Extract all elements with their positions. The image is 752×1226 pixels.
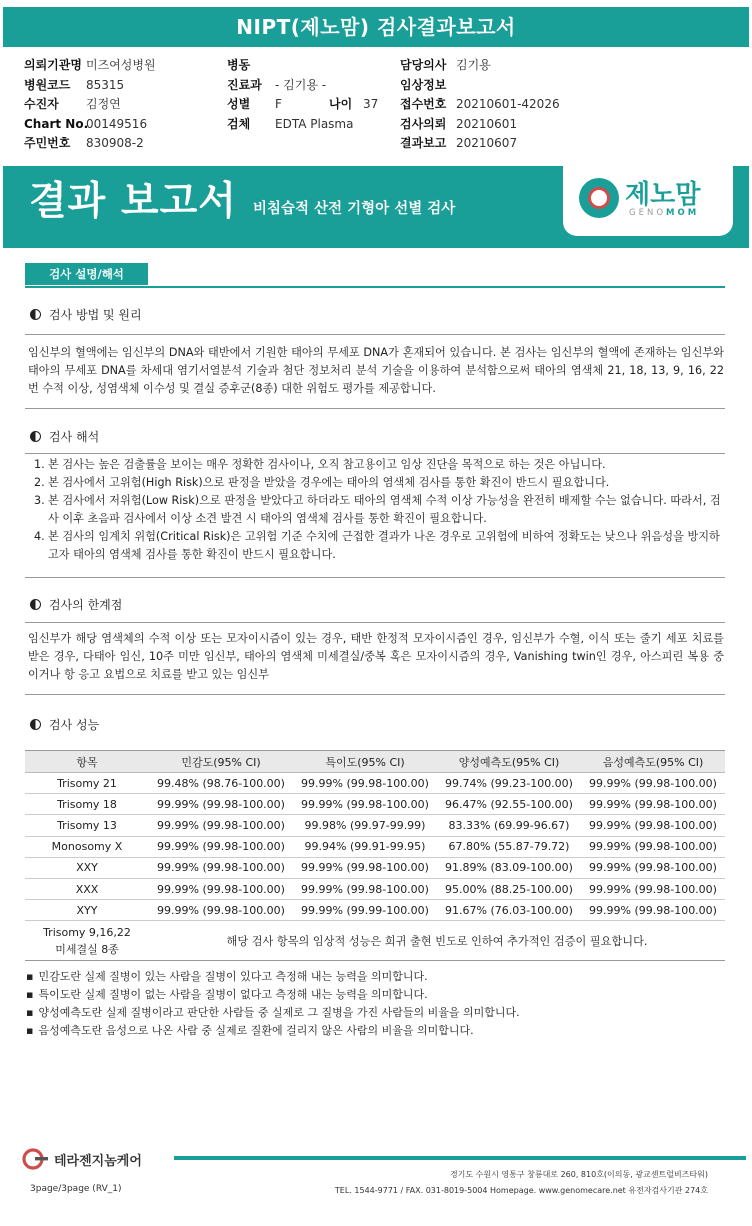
info-value: F xyxy=(275,97,282,111)
page-number: 3page/3page (RV_1) xyxy=(30,1184,122,1194)
info-value: 김정연 xyxy=(86,97,121,111)
table-row: XYY 99.99% (99.98-100.00) 99.99% (99.99-100.00) 91.67% (76.03-100.00) 99.99% (99.98-100.00) xyxy=(25,900,725,921)
divider xyxy=(25,453,725,454)
column-header: 양성예측도(95% CI) xyxy=(437,751,581,773)
info-value: 20210601 xyxy=(456,116,518,131)
info-column-2 xyxy=(227,56,378,134)
table-header-row xyxy=(25,751,725,773)
info-value: 00149516 xyxy=(86,116,148,131)
half-circle-icon xyxy=(30,431,41,442)
info-value: 미즈여성병원 xyxy=(86,58,156,72)
info-label: 병동 xyxy=(227,58,251,72)
definition-list xyxy=(26,968,520,1040)
table-row: Trisomy 13 99.99% (99.98-100.00) 99.98% (99.97-99.99) 83.33% (69.99-96.67) 99.99% (99.98-100.00) xyxy=(25,815,725,836)
info-label: 검체 xyxy=(227,116,251,131)
divider xyxy=(25,334,725,335)
list-item: 3. 본 검사에서 저위험(Low Risk)으로 판정을 받았다고 하더라도 태아의 염색체 수적 이상 가능성을 완전히 배제할 수는 없습니다. 따라서, 검사 이후 초음파 검사에서 이상 소견 발견 시 태아의 염색체 검사를 통한 확진이 필요합니다. xyxy=(34,494,721,525)
list-item: 1. 본 검사는 높은 검출률을 보이는 매우 정확한 검사이나, 오직 참고용이고 임상 진단을 목적으로 하는 것은 아닙니다. xyxy=(34,458,606,471)
company-name: 테라젠지놈케어 xyxy=(54,1154,142,1169)
table-row: Monosomy X 99.99% (99.98-100.00) 99.94% (99.91-99.95) 67.80% (55.87-79.72) 99.99% (99.98-100.00) xyxy=(25,836,725,857)
list-item: 4. 본 검사의 임계치 위험(Critical Risk)은 고위험 기준 수치에 근접한 결과가 나온 경우로 고위험에 비하여 정확도는 낮으나 위음성을 방지하고자 태아의 염색체 검사를 통한 확진이 반드시 필요합니다. xyxy=(34,530,720,561)
info-label: 주민번호 xyxy=(24,136,71,150)
column-header: 민감도(95% CI) xyxy=(149,751,293,773)
patient-info xyxy=(24,56,734,152)
table-row: XXX 99.99% (99.98-100.00) 99.99% (99.98-100.00) 95.00% (88.25-100.00) 99.99% (99.98-100.00) xyxy=(25,878,725,899)
table-row: Trisomy 18 99.99% (99.98-100.00) 99.99% (99.98-100.00) 96.47% (92.55-100.00) 99.99% (99.98-100.00) xyxy=(25,794,725,815)
table-row-rare xyxy=(25,921,725,961)
half-circle-icon xyxy=(30,309,41,320)
method-heading: 검사 방법 및 원리 xyxy=(30,306,142,323)
column-header: 항목 xyxy=(25,751,149,773)
info-label: 진료과 xyxy=(227,77,262,92)
rare-items-cell: Trisomy 9,16,22 미세결실 8종 xyxy=(25,921,149,961)
list-item: ▪ 민감도란 실제 질병이 있는 사람을 질병이 있다고 측정해 내는 능력을 의미합니다. xyxy=(26,968,520,986)
limits-heading: 검사의 한계점 xyxy=(30,596,122,613)
section-tab: 검사 설명/해석 xyxy=(25,263,148,285)
list-item: ▪ 특이도란 실제 질병이 없는 사람을 질병이 없다고 측정해 내는 능력을 의미합니다. xyxy=(26,986,520,1004)
info-label: 의뢰기관명 xyxy=(24,58,82,72)
genomom-logo-icon xyxy=(579,178,619,218)
info-value: 김기용 xyxy=(456,58,491,72)
section-divider xyxy=(25,286,725,288)
info-value: EDTA Plasma xyxy=(275,116,354,131)
company-logo-icon xyxy=(22,1148,50,1170)
divider xyxy=(25,694,725,695)
info-label: 담당의사 xyxy=(400,58,447,72)
table-row: Trisomy 21 99.48% (98.76-100.00) 99.99% (99.98-100.00) 99.74% (99.23-100.00) 99.99% (99.98-100.00) xyxy=(25,773,725,794)
info-label: 성별 xyxy=(227,97,251,111)
genomom-logo xyxy=(563,166,733,236)
info-label: Chart No. xyxy=(24,116,89,131)
limits-text: 임신부가 해당 염색체의 수적 이상 또는 모자이시즘이 있는 경우, 태반 한정적 모자이시즘인 경우, 임신부가 수혈, 이식 또는 줄기 세포 치료를 받은 경우, 다태아 임신, 10주 미만 임신부, 태아의 염색체 미세결실/중복 혹은 모자이시즘의 경우, Vanishing twin인 경우, 아스피린 복용 중이거나 항 응고 요법으로 치료를 받고 있는 임신부 xyxy=(28,632,724,681)
logo-english-text: GENOMOM xyxy=(629,208,700,218)
rare-items-note: 해당 검사 항목의 임상적 성능은 희귀 출현 빈도로 인하여 추가적인 검증이 필요합니다. xyxy=(149,921,725,961)
half-circle-icon xyxy=(30,719,41,730)
list-item: 2. 본 검사에서 고위험(High Risk)으로 판정을 받았을 경우에는 태아의 염색체 검사를 통한 확진이 반드시 필요합니다. xyxy=(34,476,610,489)
info-label: 수진자 xyxy=(24,97,59,111)
interpretation-heading: 검사 해석 xyxy=(30,428,99,445)
age-value: 37 xyxy=(363,97,379,111)
info-column-3 xyxy=(400,56,560,154)
info-value: 20210601-42026 xyxy=(456,97,560,111)
footer-divider xyxy=(174,1156,746,1160)
column-header: 음성예측도(95% CI) xyxy=(581,751,725,773)
divider xyxy=(25,622,725,623)
info-label: 검사의뢰 xyxy=(400,116,447,131)
info-value: 85315 xyxy=(86,77,125,92)
divider xyxy=(25,408,725,409)
info-column-1 xyxy=(24,56,156,154)
result-banner xyxy=(3,166,749,248)
company-logo xyxy=(22,1148,172,1170)
info-label: 병원코드 xyxy=(24,77,71,92)
table-row: XXY 99.99% (99.98-100.00) 99.99% (99.98-100.00) 91.89% (83.09-100.00) 99.99% (99.98-100.00) xyxy=(25,857,725,878)
performance-heading: 검사 성능 xyxy=(30,716,99,733)
banner-title: 결과 보고서 xyxy=(29,179,237,224)
info-label: 결과보고 xyxy=(400,136,447,150)
logo-korean-text: 제노맘 xyxy=(625,180,701,210)
report-title: NIPT(제노맘) 검사결과보고서 xyxy=(3,7,749,47)
half-circle-icon xyxy=(30,599,41,610)
info-value: 830908-2 xyxy=(86,136,144,150)
method-text: 임신부의 혈액에는 임신부의 DNA와 태반에서 기원한 태아의 무세포 DNA가 혼재되어 있습니다. 본 검사는 임신부의 혈액에 존재하는 임신부와 태아의 무세포 DNA를 차세대 염기서열분석 기술과 첨단 정보처리 분석 기술을 이용하여 분석함으로써 태아의 염색체 21, 18, 13, 9, 16, 22번 수적 이상, 성염색체 이수성 및 결실 증후군(8종) 대한 위험도 평가를 제공합니다. xyxy=(28,346,724,395)
divider xyxy=(25,577,725,578)
column-header: 특이도(95% CI) xyxy=(293,751,437,773)
info-value: 20210607 xyxy=(456,136,518,150)
interpretation-list xyxy=(34,456,724,564)
age-label: 나이 xyxy=(329,97,353,111)
footer-address: 경기도 수원시 영통구 창룡대로 260, 810호(이의동, 광교센트럴비즈타워) TEL. 1544-9771 / FAX. 031-8019-5004 Homepage. www.genomecare.net 유전자검사기관 274호 xyxy=(334,1170,708,1195)
list-item: ▪ 음성예측도란 음성으로 나온 사람 중 실제로 질환에 걸리지 않은 사람의 비율을 의미합니다. xyxy=(26,1022,520,1040)
performance-table xyxy=(25,750,725,961)
info-label: 임상정보 xyxy=(400,77,447,92)
info-label: 접수번호 xyxy=(400,97,447,111)
info-value: - 김기용 - xyxy=(275,77,327,92)
list-item: ▪ 양성예측도란 실제 질병이라고 판단한 사람들 중 실제로 그 질병을 가진 사람들의 비율을 의미합니다. xyxy=(26,1004,520,1022)
banner-subtitle: 비침습적 산전 기형아 선별 검사 xyxy=(253,201,456,217)
